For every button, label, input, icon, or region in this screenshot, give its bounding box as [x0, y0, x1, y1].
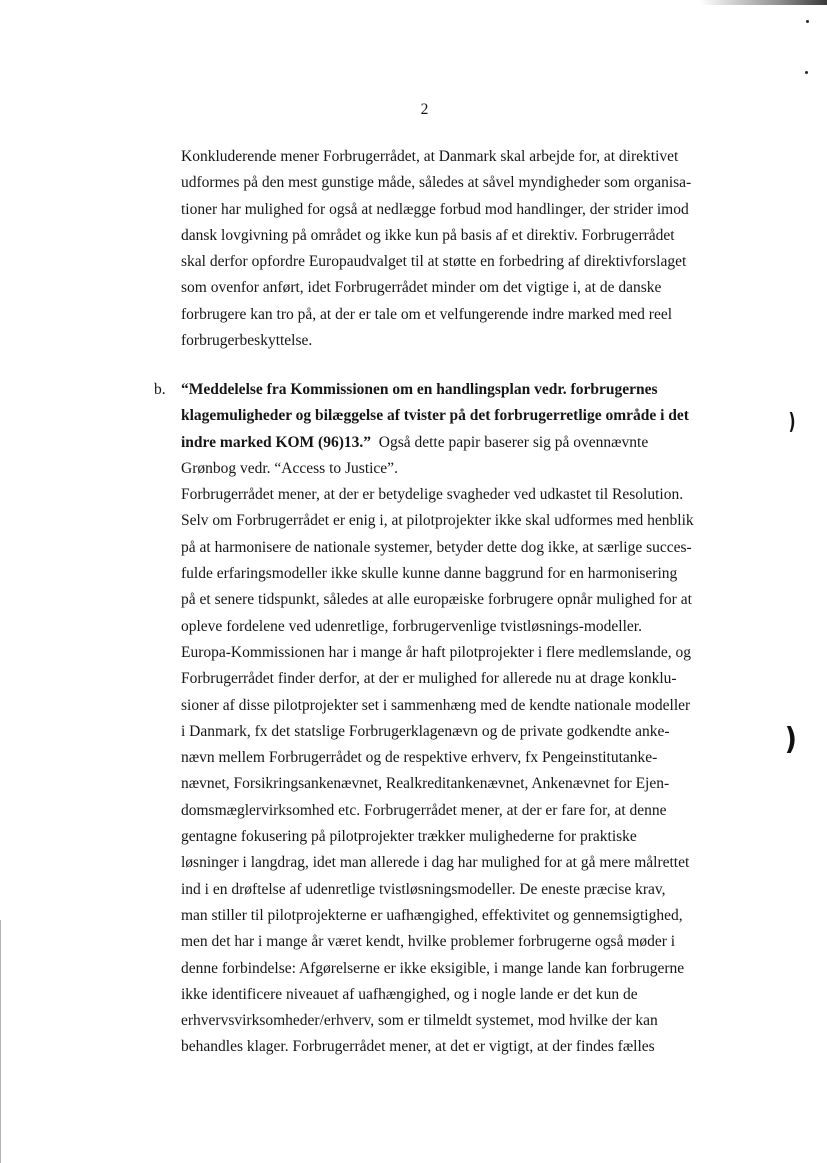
item-b-title-line	[181, 430, 694, 456]
text-line: nævnet, Forsikringsankenævnet, Realkreditankenævnet, Ankenævnet for Ejen-	[181, 775, 670, 793]
text-line: behandles klager. Forbrugerrådet mener, at det er vigtigt, at der findes fælles	[181, 1038, 655, 1056]
intro-paragraph	[181, 144, 691, 354]
list-item-letter: b.	[154, 381, 166, 398]
punch-hole-mark: )	[788, 410, 796, 435]
text-line: nævn mellem Forbrugerrådet og de respektive erhverv, fx Pengeinstitutanke-	[181, 749, 658, 767]
text-line: fulde erfaringsmodeller ikke skulle kunne danne baggrund for en harmonisering	[181, 565, 678, 583]
punch-hole-mark: )	[784, 722, 798, 757]
text-line: Forbrugerrådet finder derfor, at der er mulighed for allerede nu at drage konklu-	[181, 670, 677, 688]
page-number: 2	[420, 101, 429, 118]
text-line: på at harmonisere de nationale systemer, betyder dette dog ikke, at særlige succes-	[181, 538, 692, 556]
text-line: men det har i mange år været kendt, hvilke problemer forbrugerne også møder i	[181, 933, 676, 951]
item-b-text	[181, 377, 694, 1061]
item-b-title-line: “Meddelelse fra Kommissionen om en handlingsplan vedr. forbrugernes	[181, 381, 658, 398]
text-line: man stiller til pilotprojekterne er uafhængighed, effektivitet og gennemsigtighed,	[181, 906, 683, 924]
text-line: løsninger i langdrag, idet man allerede i dag har mulighed for at gå mere målrettet	[181, 854, 690, 872]
text-line: ind i en drøftelse af udenretlige tvistløsningsmodeller. De eneste præcise krav,	[181, 880, 666, 898]
scan-speck	[805, 71, 808, 74]
text-line: sioner af disse pilotprojekter set i sammenhæng med de kendte nationale modeller	[181, 696, 691, 714]
text-line: som ovenfor anført, idet Forbrugerrådet minder om det vigtige i, at de danske	[181, 279, 662, 297]
text-line: Forbrugerrådet mener, at der er betydelige svagheder ved udkastet til Resolution.	[181, 486, 684, 504]
text-line: domsmæglervirksomhed etc. Forbrugerrådet mener, at der er fare for, at denne	[181, 801, 667, 819]
item-b-title-line: klagemuligheder og bilæggelse af tvister på det forbrugerretlige område i det	[181, 407, 689, 425]
text-line: Europa-Kommissionen har i mange år haft pilotprojekter i flere medlemslande, og	[181, 643, 692, 661]
item-b-title-line: Grønbog vedr. “Access to Justice”.	[181, 459, 398, 477]
scan-speck	[806, 20, 809, 23]
scan-edge-shadow	[700, 0, 827, 5]
text-line: opleve fordelene ved udenretlige, forbrugervenlige tvistløsnings-modeller.	[181, 617, 642, 635]
text-line: forbrugere kan tro på, at der er tale om et velfungerende indre marked med reel	[181, 305, 673, 323]
text-line: Konkluderende mener Forbrugerrådet, at Danmark skal arbejde for, at direktivet	[181, 148, 679, 165]
item-b-title-bold: indre marked KOM (96)13.”	[181, 433, 372, 451]
text-line: gentagne fokusering på pilotprojekter trækker mulighederne for praktiske	[181, 828, 637, 846]
text-line: tioner har mulighed for også at nedlægge forbud mod handlinger, der strider imod	[181, 200, 689, 218]
item-b-title-rest: Også dette papir baserer sig på ovennævnte	[371, 433, 649, 451]
text-line: udformes på den mest gunstige måde, således at såvel myndigheder som organisa-	[181, 174, 692, 192]
text-line: dansk lovgivning på området og ikke kun på basis af et direktiv. Forbrugerrådet	[181, 226, 675, 244]
text-line: forbrugerbeskyttelse.	[181, 332, 313, 350]
text-line: denne forbindelse: Afgørelserne er ikke eksigible, i mange lande kan forbrugerne	[181, 959, 685, 977]
text-line: skal derfor opfordre Europaudvalget til at støtte en forbedring af direktivforslaget	[181, 253, 687, 271]
text-line: Selv om Forbrugerrådet er enig i, at pilotprojekter ikke skal udformes med henblik	[181, 512, 694, 530]
text-line: i Danmark, fx det statslige Forbrugerklagenævn og de private godkendte anke-	[181, 722, 670, 740]
text-line: ikke identificere niveauet af uafhængighed, og i nogle lande er det kun de	[181, 985, 638, 1003]
scan-edge-line	[0, 920, 1, 1163]
text-line: erhvervsvirksomheder/erhverv, som er tilmeldt systemet, mod hvilke der kan	[181, 1012, 658, 1030]
text-line: på et senere tidspunkt, således at alle europæiske forbrugere opnår mulighed for at	[181, 591, 692, 609]
